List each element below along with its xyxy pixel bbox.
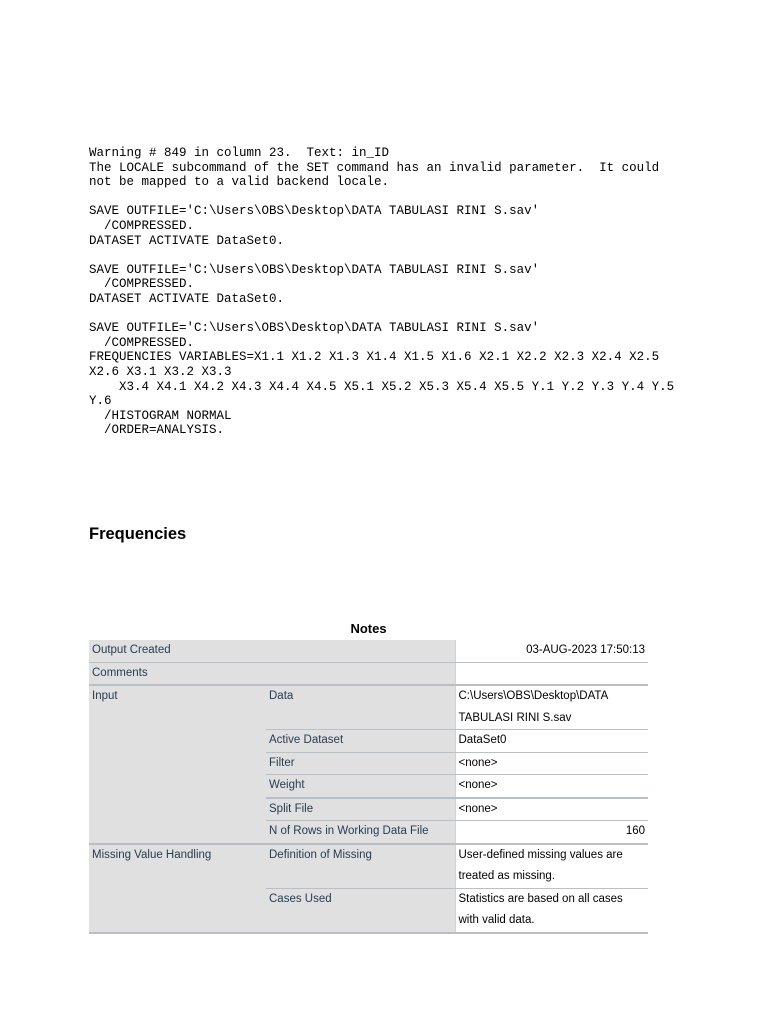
split-file-value: <none> [455,798,648,821]
log-line: Warning # 849 in column 23. Text: in_ID [89,146,390,160]
row-label-filter: Filter [266,752,455,775]
table-row [89,662,648,685]
log-line [89,307,689,322]
row-label-comments: Comments [89,662,455,685]
definition-of-missing-value: User-defined missing values are treated as missing. [455,844,648,889]
notes-table [89,640,648,934]
table-row [89,844,648,889]
log-line: SAVE OUTFILE='C:\Users\OBS\Desktop\DATA TABULASI RINI S.sav' [89,262,540,277]
row-label-active-dataset: Active Dataset [266,730,455,753]
notes-caption: Notes [350,621,387,636]
row-label-cases-used: Cases Used [266,888,455,933]
log-line: X3.4 X4.1 X4.2 X4.3 X4.4 X4.5 X5.1 X5.2 X5.3 X5.4 X5.5 Y.1 Y.2 Y.3 Y.4 Y.5 [89,379,675,394]
row-label-weight: Weight [266,775,455,798]
log-line: Y.6 [89,394,112,409]
row-label-split-file: Split File [266,798,455,821]
log-line: /HISTOGRAM NORMAL [89,408,232,423]
weight-value: <none> [455,775,648,798]
table-row [89,685,648,730]
comments-value [455,662,648,685]
data-value: C:\Users\OBS\Desktop\DATA TABULASI RINI S.sav [455,685,648,730]
row-label-definition-of-missing: Definition of Missing [266,844,455,889]
log-line: /COMPRESSED. [89,277,195,292]
log-line [89,190,689,205]
log-line: SAVE OUTFILE='C:\Users\OBS\Desktop\DATA TABULASI RINI S.sav' [89,204,540,219]
log-line: DATASET ACTIVATE DataSet0. [89,291,285,306]
log-line: not be mapped to a valid backend locale. [89,175,390,190]
table-row [89,640,648,662]
filter-value: <none> [455,752,648,775]
log-line: FREQUENCIES VARIABLES=X1.1 X1.2 X1.3 X1.4 X1.5 X1.6 X2.1 X2.2 X2.3 X2.4 X2.5 [89,350,660,365]
section-title: Frequencies [89,525,187,543]
cases-used-value: Statistics are based on all cases with valid data. [455,888,648,933]
output-created-value: 03-AUG-2023 17:50:13 [455,640,648,662]
log-line [89,248,689,263]
syntax-log [89,146,689,438]
log-line: X2.6 X3.1 X3.2 X3.3 [89,364,232,379]
log-line: The LOCALE subcommand of the SET command has an invalid parameter. It could [89,160,660,175]
row-label-data: Data [266,685,455,730]
row-label-missing-value-handling: Missing Value Handling [89,844,266,933]
active-dataset-value: DataSet0 [455,730,648,753]
row-label-n-rows: N of Rows in Working Data File [266,821,455,844]
log-line: SAVE OUTFILE='C:\Users\OBS\Desktop\DATA TABULASI RINI S.sav' [89,321,540,336]
row-label-output-created: Output Created [89,640,455,662]
n-rows-value: 160 [455,821,648,844]
log-line: /COMPRESSED. [89,218,195,233]
row-label-input: Input [89,685,266,844]
log-line: /COMPRESSED. [89,335,195,350]
log-line: /ORDER=ANALYSIS. [89,423,225,438]
log-line: DATASET ACTIVATE DataSet0. [89,233,285,248]
